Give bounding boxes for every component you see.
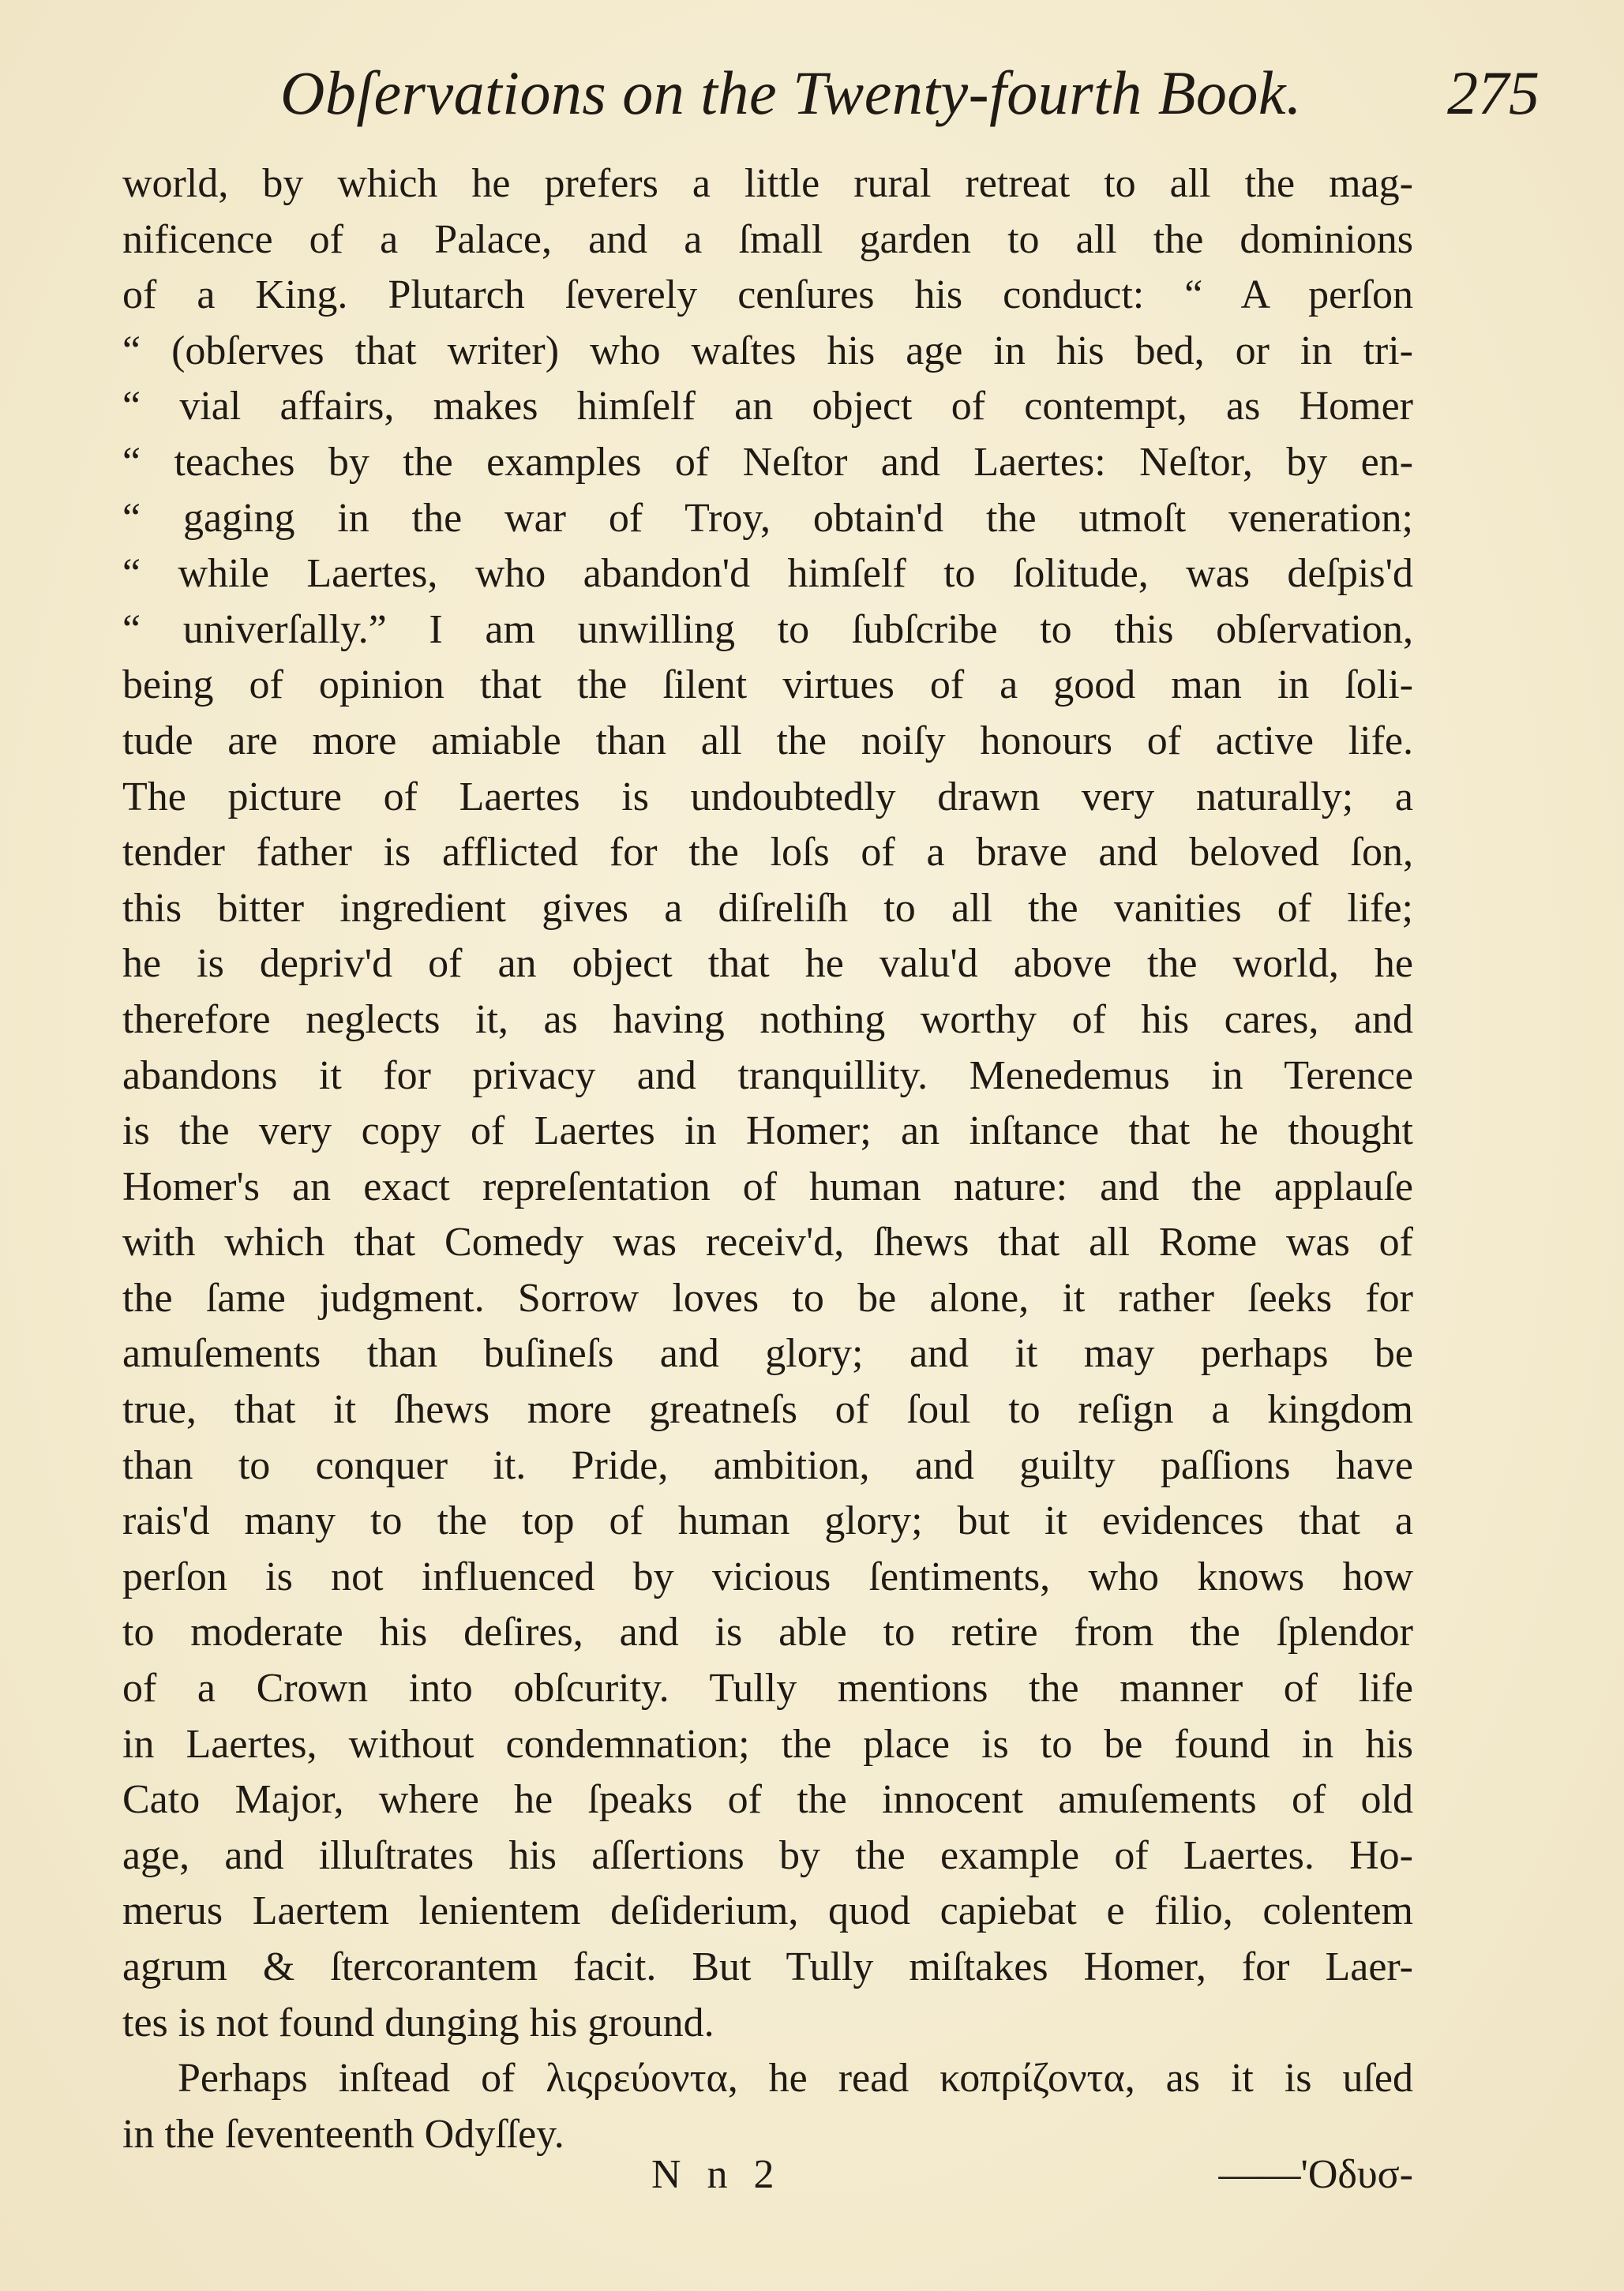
text-line: this bitter ingredient gives a diſreliſh to all the vanities of life; <box>122 885 1413 931</box>
text-line: “ (obſerves that writer) who waſtes his age in his bed, or in tri- <box>122 328 1413 373</box>
text-line: being of opinion that the ſilent virtues of a good man in ſoli- <box>122 662 1413 708</box>
text-line: Cato Major, where he ſpeaks of the innocent amuſements of old <box>122 1777 1413 1823</box>
text-line: nificence of a Palace, and a ſmall garden to all the dominions <box>122 216 1413 262</box>
text-line: he is depriv'd of an object that he valu'd above the world, he <box>122 941 1413 987</box>
text-line: “ univerſally.” I am unwilling to ſubſcribe to this obſervation, <box>122 606 1413 652</box>
text-line: true, that it ſhews more greatneſs of ſoul to reſign a kingdom <box>122 1387 1413 1433</box>
page-number: 275 <box>1447 58 1540 127</box>
text-line: “ teaches by the examples of Neſtor and Laertes: Neſtor, by en- <box>122 439 1413 485</box>
text-line: is the very copy of Laertes in Homer; an inſtance that he thought <box>122 1108 1413 1154</box>
text-line: of a Crown into obſcurity. Tully mentions the manner of life <box>122 1666 1413 1712</box>
text-line: perſon is not influenced by vicious ſentiments, who knows how <box>122 1554 1413 1599</box>
text-line: tender father is afflicted for the loſs of a brave and beloved ſon, <box>122 830 1413 876</box>
text-line: of a King. Plutarch ſeverely cenſures his conduct: “ A perſon <box>122 272 1413 318</box>
body-text <box>122 156 1413 2162</box>
text-line: in Laertes, without condemnation; the place is to be found in his <box>122 1721 1413 1767</box>
text-line: “ while Laertes, who abandon'd himſelf to ſolitude, was deſpis'd <box>122 551 1413 597</box>
running-title: Obſervations on the Twenty-fourth Book. <box>280 58 1303 127</box>
text-line: The picture of Laertes is undoubtedly drawn very naturally; a <box>122 774 1413 819</box>
text-line: abandons it for privacy and tranquillity. Menedemus in Terence <box>122 1052 1413 1098</box>
text-line: Perhaps inſtead of λιςρεύοντα, he read κοπρίζοντα, as it is uſed <box>178 2056 1413 2102</box>
text-line: amuſements than buſineſs and glory; and it may perhaps be <box>122 1331 1413 1377</box>
text-line: merus Laertem lenientem deſiderium, quod capiebat e filio, colentem <box>122 1888 1413 1934</box>
text-line: Homer's an exact repreſentation of human nature: and the applauſe <box>122 1164 1413 1209</box>
text-line: therefore neglects it, as having nothing worthy of his cares, and <box>122 996 1413 1042</box>
text-line: to moderate his deſires, and is able to retire from the ſplendor <box>122 1610 1413 1655</box>
text-line: the ſame judgment. Sorrow loves to be alone, it rather ſeeks for <box>122 1275 1413 1321</box>
text-line: world, by which he prefers a little rural retreat to all the mag- <box>122 161 1413 206</box>
text-line: tude are more amiable than all the noiſy honours of active life. <box>122 718 1413 763</box>
text-line: than to conquer it. Pride, ambition, and guilty paſſions have <box>122 1442 1413 1488</box>
text-line: in the ſeventeenth Odyſſey. <box>122 2111 564 2157</box>
catchword: ——'Oδυσ- <box>1218 2152 1413 2197</box>
text-line: with which that Comedy was receiv'd, ſhews that all Rome was of <box>122 1220 1413 1265</box>
text-line: rais'd many to the top of human glory; but it evidences that a <box>122 1498 1413 1544</box>
text-line: agrum & ſtercorantem facit. But Tully miſtakes Homer, for Laer- <box>122 1944 1413 1989</box>
text-line: age, and illuſtrates his aſſertions by the example of Laertes. Ho- <box>122 1832 1413 1878</box>
page-header <box>118 58 1540 127</box>
text-line: tes is not found dunging his ground. <box>122 2000 714 2045</box>
text-line: “ gaging in the war of Troy, obtain'd the utmoſt veneration; <box>122 495 1413 541</box>
signature-mark: N n 2 <box>651 2152 782 2197</box>
text-line: “ vial affairs, makes himſelf an object of contempt, as Homer <box>122 384 1413 429</box>
page-footer <box>122 2147 1413 2203</box>
